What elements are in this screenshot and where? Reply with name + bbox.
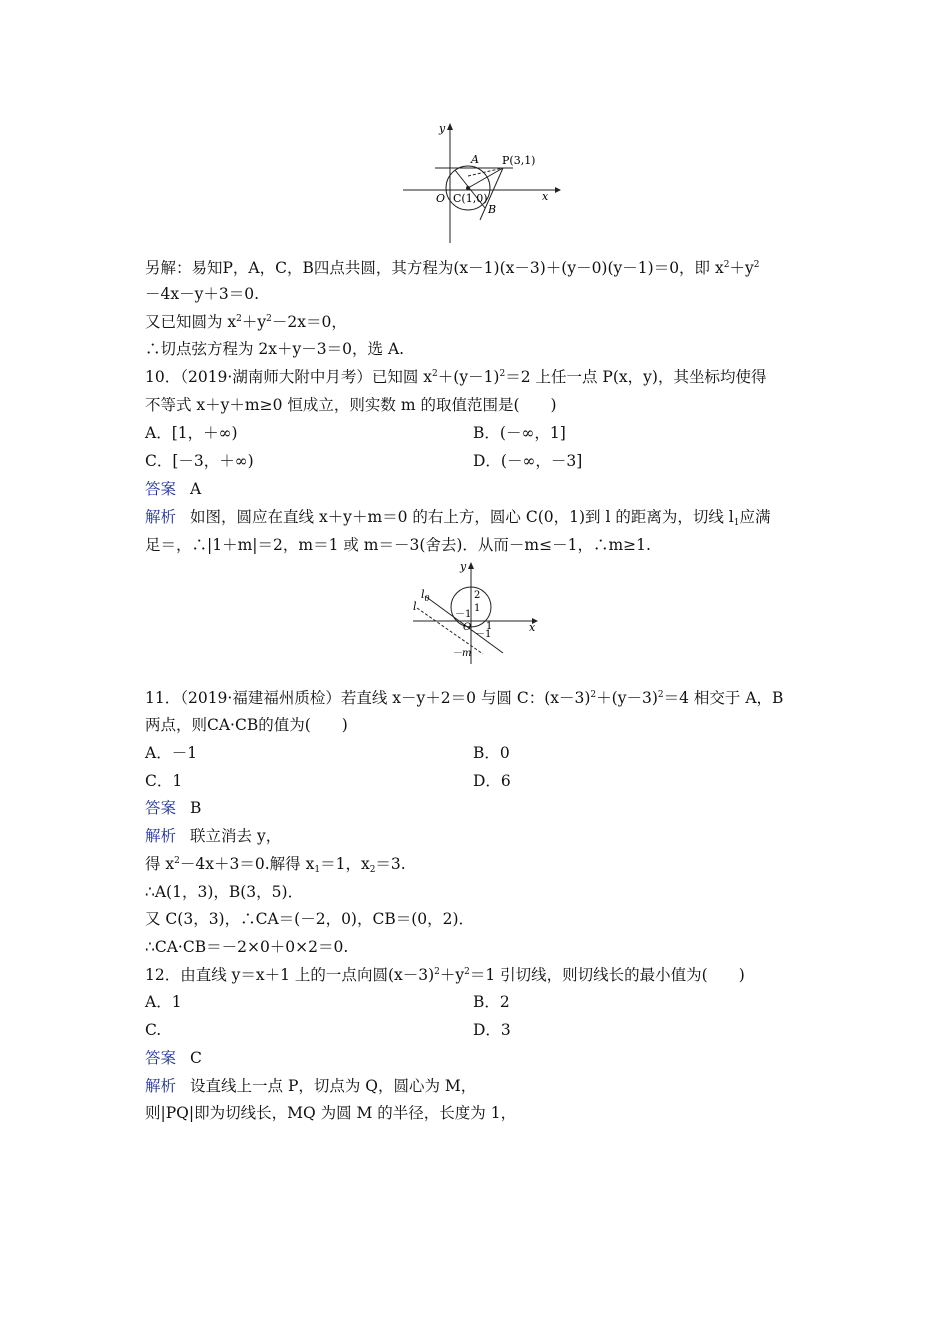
q11-solution-line-5: ∴CA·CB＝－2×0＋0×2＝0. xyxy=(145,938,349,956)
fig1-label-p: P(3,1) xyxy=(502,154,536,167)
solution-tag: 解析 xyxy=(145,827,177,845)
q12-option-b: B．2 xyxy=(473,993,510,1011)
q10-answer: 答案 A xyxy=(145,480,202,498)
solution-tag: 解析 xyxy=(145,1077,177,1095)
q12-solution-line-1: 解析 设直线上一点 P，切点为 Q，圆心为 M， xyxy=(145,1077,477,1095)
fig2-label-neg1-bottom: －1 xyxy=(475,629,492,640)
q10-stem-line-1: 10．（2019·湖南师大附中月考）已知圆 $x^2+(y-1)^2=2$ 上任一点 P(x，y)，其坐标均使得 xyxy=(145,368,767,386)
fig2-label-o: O xyxy=(463,622,472,633)
q11-stem-line-1: 11．（2019·福建福州质检）若直线 x－y＋2＝0 与圆 C：$(x-3)^2+(y-3)^2=4$ 相交于 A，B xyxy=(145,689,784,707)
alt-solution-line-2: －4x－y＋3＝0. xyxy=(145,285,260,303)
fig2-label-neg-m: －m xyxy=(452,648,472,659)
q11-solution-line-1: 解析 联立消去 y， xyxy=(145,827,282,845)
q11-option-c: C．1 xyxy=(145,772,183,790)
q12-option-d: D．3 xyxy=(473,1021,511,1039)
alt-solution-line-4: ∴切点弦方程为 2x＋y－3＝0，选 A. xyxy=(145,340,405,358)
q10-solution-line-1: 解析 如图，圆应在直线 x＋y＋m＝0 的右上方，圆心 C(0，1)到 l 的距离为，切线 $l_1$应满 xyxy=(145,508,771,528)
q11-answer: 答案 B xyxy=(145,799,202,817)
solution-tag: 解析 xyxy=(145,508,177,526)
fig2-label-l: l xyxy=(413,600,417,613)
q12-option-c: C. xyxy=(145,1021,162,1039)
q12-stem-line-1: 12．由直线 y＝x＋1 上的一点向圆$(x-3)^2+y^2=1$ 引切线，则切线长的最小值为( ) xyxy=(145,966,745,984)
q11-solution-line-3: ∴A(1，3)，B(3，5)． xyxy=(145,883,304,901)
answer-tag: 答案 xyxy=(145,480,177,498)
fig2-label-1b: 1 xyxy=(486,621,493,632)
q10-option-b: B．(－∞，1] xyxy=(473,424,566,442)
fig2-label-y: y xyxy=(460,560,467,573)
q11-solution-line-2: 得 $x^2-4x+3=0$.解得 $x_1=1$，$x_2=3$. xyxy=(145,855,406,875)
alt-solution-line-3: 又已知圆为 $x^2+y^2-2x=0$， xyxy=(145,313,347,331)
fig2-label-2: 2 xyxy=(474,590,481,601)
q11-option-a: A．－1 xyxy=(145,744,198,762)
q10-option-c: C．[－3，＋∞) xyxy=(145,452,254,470)
q11-stem-line-2: 两点，则CA·CB的值为( ) xyxy=(145,716,348,734)
q10-option-d: D．(－∞，－3] xyxy=(473,452,583,470)
fig1-label-a: A xyxy=(471,153,479,166)
fig1-label-c: C(1,0) xyxy=(453,192,488,205)
q10-stem-line-2: 不等式 x＋y＋m≥0 恒成立，则实数 m 的取值范围是( ) xyxy=(145,396,557,414)
fig1-label-x: x xyxy=(542,190,549,203)
q11-option-d: D．6 xyxy=(473,772,511,790)
fig1-label-b: B xyxy=(488,203,497,216)
figure-tangent-circle xyxy=(395,118,565,248)
fig1-label-y: y xyxy=(439,122,446,135)
q12-answer: 答案 C xyxy=(145,1049,202,1067)
q10-solution-line-2: 足＝，∴|1＋m|＝2，m＝1 或 m＝－3(舍去)．从而－m≤－1，∴m≥1. xyxy=(145,536,651,554)
q11-option-b: B．0 xyxy=(473,744,510,762)
fig2-label-x: x xyxy=(529,621,536,634)
fig1-label-o: O xyxy=(436,192,446,205)
fig2-label-1: 1 xyxy=(474,603,481,614)
q10-option-a: A．[1，＋∞) xyxy=(145,424,238,442)
fig2-label-neg1-left: －1 xyxy=(455,609,472,620)
q12-option-a: A．1 xyxy=(145,993,182,1011)
q11-solution-line-4: 又 C(3，3)，∴CA＝(－2，0)，CB＝(0，2)． xyxy=(145,910,475,928)
answer-tag: 答案 xyxy=(145,1049,177,1067)
q12-solution-line-2: 则|PQ|即为切线长，MQ 为圆 M 的半径，长度为 1， xyxy=(145,1104,517,1122)
alt-solution-line-1: 另解：易知P，A，C，B四点共圆，其方程为(x－1)(x－3)＋(y－0)(y－1)＝0，即 $x^2+y^2$ xyxy=(145,259,760,277)
fig2-label-l0: $l_0$ xyxy=(421,588,430,603)
figure-circle-line xyxy=(405,558,545,668)
answer-tag: 答案 xyxy=(145,799,177,817)
